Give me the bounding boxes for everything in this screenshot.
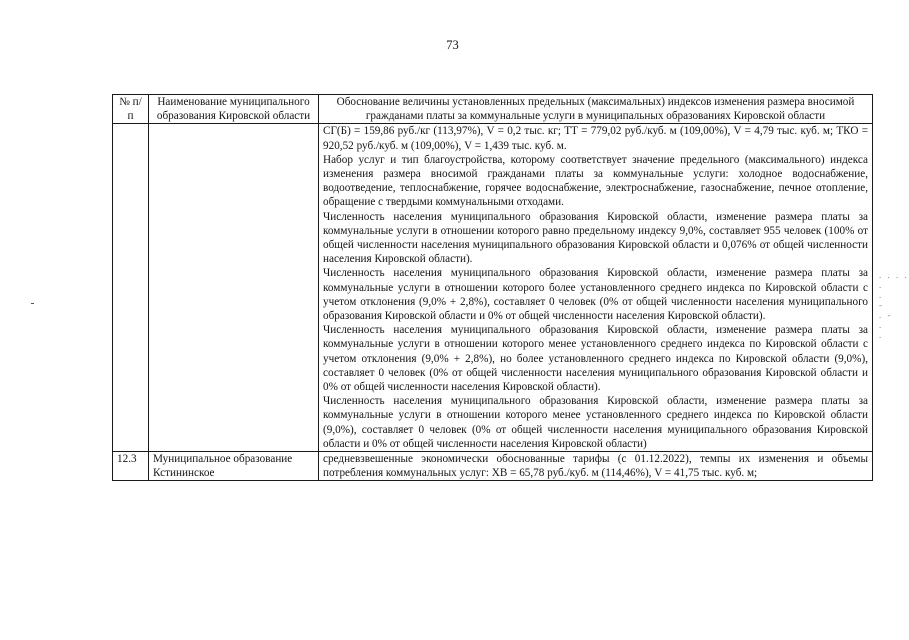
header-justification: Обоснование величины установленных предельных (максимальных) индексов изменения размера вносимой гражданами платы за коммунальные услуги в муниципальных образованиях Кировской области bbox=[319, 95, 873, 124]
paragraph-population-between: Численность населения муниципального образования Кировской области, изменение размера платы за коммунальные услуги в отношении которого менее установленного среднего индекса по Кировской области с учетом отклонения (9,0% + 2,8%), но более установленного среднего индекса по Кировской области (9,0%), составляет 0 человек (0% от общей численности населения муниципального образования Кировской области и 0% от общей численности населения Кировской области). bbox=[323, 324, 868, 394]
table-header-row bbox=[113, 95, 873, 124]
row-number-cell: 12.3 bbox=[113, 452, 149, 481]
row-justification-cell bbox=[319, 124, 873, 452]
paragraph-tariffs: средневзвешенные экономически обоснованные тарифы (с 01.12.2022), темпы их изменения и объемы потребления коммунальных услуг: ХВ = 65,78 руб./куб. м (114,46%), V = 41,75 тыс. куб. м; bbox=[323, 453, 868, 480]
header-number: № п/п bbox=[113, 95, 149, 124]
row-number-cell bbox=[113, 124, 149, 452]
row-justification-cell bbox=[319, 452, 873, 481]
margin-scan-marks: . . . . . . - . - . . bbox=[879, 270, 909, 340]
header-municipality: Наименование муниципального образования Кировской области bbox=[149, 95, 319, 124]
row-municipality-cell: Муниципальное образование Кстининское bbox=[149, 452, 319, 481]
paragraph-population-below: Численность населения муниципального образования Кировской области, изменение размера платы за коммунальные услуги в отношении которого менее установленного среднего индекса по Кировской области (9,0%), составляет 0 человек (0% от общей численности населения муниципального образования Кировской области и 0% от общей численности населения Кировской области) bbox=[323, 395, 868, 450]
page-number: 73 bbox=[446, 38, 459, 52]
tariff-justification-table bbox=[112, 94, 873, 481]
paragraph-population-above: Численность населения муниципального образования Кировской области, изменение размера платы за коммунальные услуги в отношении которого более установленного среднего индекса по Кировской области с учетом отклонения (9,0% + 2,8%), составляет 0 человек (0% от общей численности населения муниципального образования Кировской области и 0% от общей численности населения Кировской области). bbox=[323, 267, 868, 323]
row-municipality-cell bbox=[149, 124, 319, 452]
scan-artifact bbox=[31, 303, 34, 304]
paragraph-tariffs: СГ(Б) = 159,86 руб./кг (113,97%), V = 0,2 тыс. кг; ТТ = 779,02 руб./куб. м (109,00%), V = 4,79 тыс. куб. м; ТКО = 920,52 руб./куб. м (109,00%), V = 1,439 тыс. куб. м. bbox=[323, 125, 868, 152]
table-row bbox=[113, 452, 873, 481]
paragraph-population-equal: Численность населения муниципального образования Кировской области, изменение размера платы за коммунальные услуги в отношении которого равно предельному индексу 9,0%, составляет 955 человек (100% от общей численности населения муниципального образования Кировской области и 0,076% от общей численности населения Кировской области). bbox=[323, 210, 868, 266]
paragraph-services: Набор услуг и тип благоустройства, которому соответствует значение предельного (максимального) индекса изменения размера вносимой гражданами платы за коммунальные услуги: холодное водоснабжение, водоотведение, теплоснабжение, горячее водоснабжение, электроснабжение, газоснабжение, печное отопление, обращение с твердыми коммунальными отходами. bbox=[323, 153, 868, 209]
table-row bbox=[113, 124, 873, 452]
